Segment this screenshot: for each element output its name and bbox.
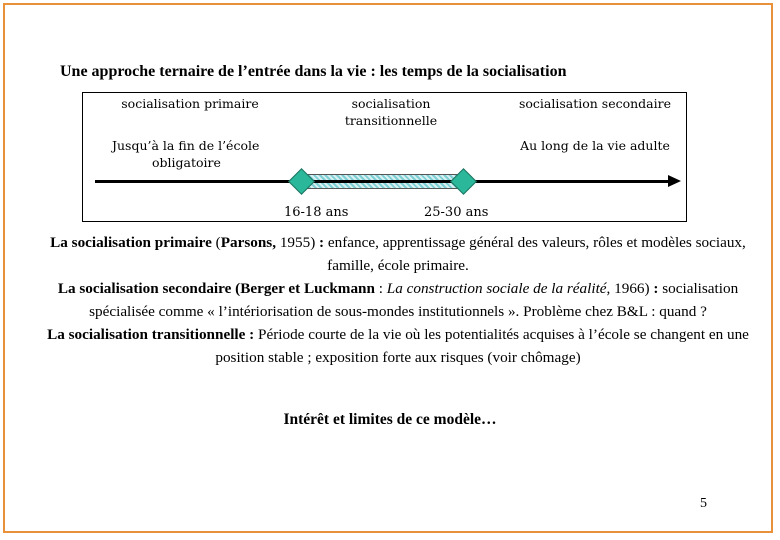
timeline-axis <box>95 180 670 183</box>
label-transitional-line2: transitionnelle <box>344 113 438 128</box>
timeline-arrowhead <box>668 175 681 187</box>
separator-secondary: : <box>374 280 387 297</box>
page-number: 5 <box>700 496 707 511</box>
label-primary-socialisation: socialisation primaire <box>121 96 259 111</box>
paragraph-transitional <box>47 326 749 366</box>
definition-transitional: Période courte de la vie où les potentialités acquises à l’école se changent en une position stable ; exposition forte aux risques (voir chômage) <box>215 326 749 366</box>
authors-berger-luckmann: Berger et Luckmann <box>240 280 375 297</box>
note-left-line2: obligatoire <box>152 155 221 170</box>
note-until-end-of-school <box>112 137 312 171</box>
paragraph-secondary <box>58 280 738 320</box>
paren-open-primary: ( <box>211 234 221 251</box>
year-primary: 1955) <box>276 234 316 251</box>
colon-primary: : <box>315 234 328 251</box>
term-primary: La socialisation primaire <box>50 234 212 251</box>
label-transitional-socialisation <box>316 95 466 129</box>
note-adult-life: Au long de la vie adulte <box>520 138 670 153</box>
year-secondary: , 1966) <box>606 280 650 297</box>
age-label-end: 25-30 ans <box>424 205 489 220</box>
definition-primary: enfance, apprentissage général des valeurs, rôles et modèles sociaux, famille, école primaire. <box>327 234 746 274</box>
definitions-text <box>40 231 756 369</box>
slide-title: Une approche ternaire de l’entrée dans la vie : les temps de la socialisation <box>60 63 567 80</box>
colon-secondary: : <box>649 280 663 297</box>
closing-question: Intérêt et limites de ce modèle… <box>283 411 497 428</box>
note-left-line1: Jusqu’à la fin de l’école <box>112 138 260 153</box>
definition-secondary: socialisation spécialisée comme « l’intériorisation de sous-mondes institutionnels ». Problème chez B&L : quand ? <box>89 280 739 320</box>
term-transitional: La socialisation transitionnelle : <box>47 326 255 343</box>
age-label-start: 16-18 ans <box>284 205 349 220</box>
term-secondary: La socialisation secondaire <box>57 280 232 297</box>
label-secondary-socialisation: socialisation secondaire <box>518 96 672 111</box>
paren-open-secondary: ( <box>231 280 241 297</box>
paragraph-primary <box>50 234 746 274</box>
author-parsons: Parsons, <box>220 234 277 251</box>
label-transitional-line1: socialisation <box>351 96 431 111</box>
book-title: La construction sociale de la réalité <box>386 280 607 297</box>
